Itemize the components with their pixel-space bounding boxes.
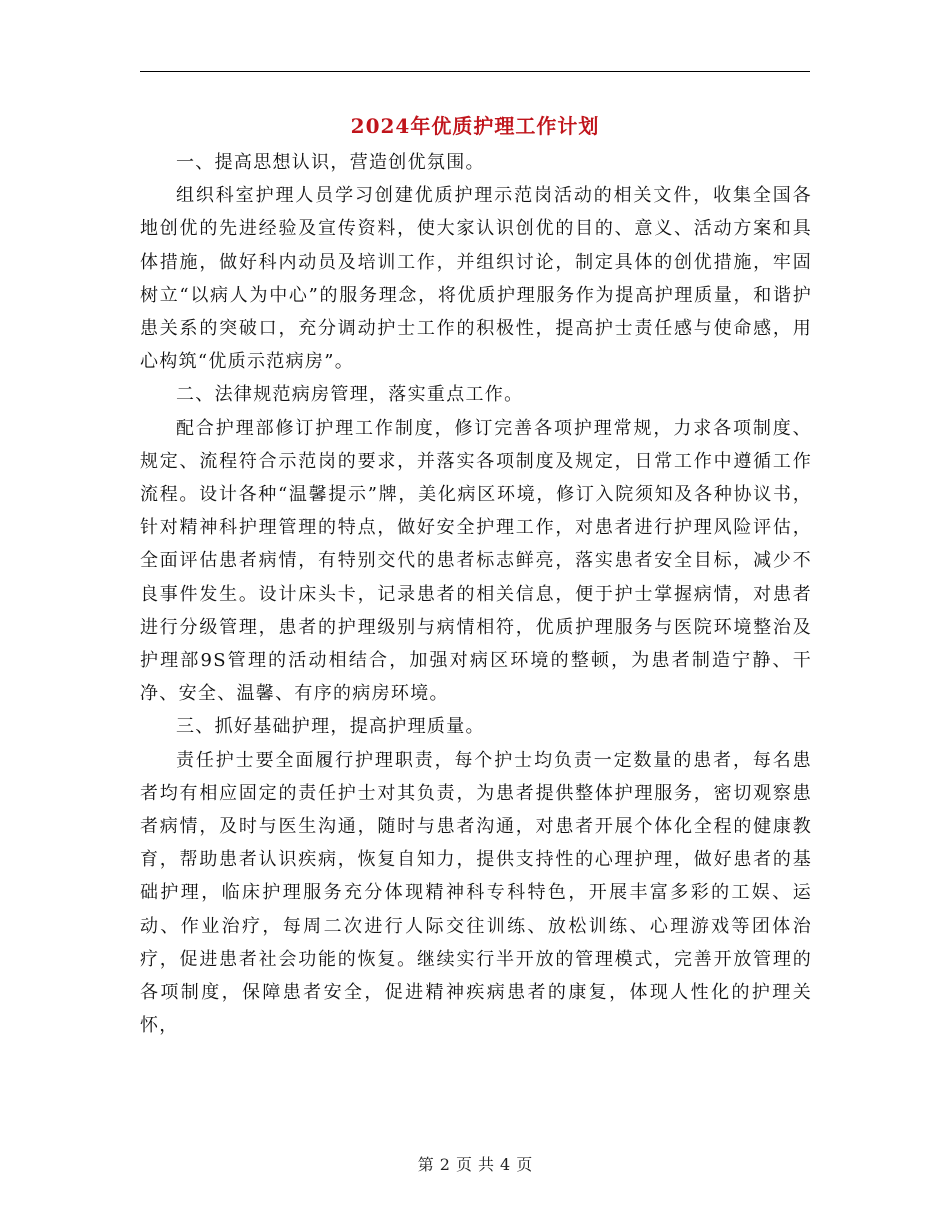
footer-total-pages: 4	[500, 1155, 511, 1174]
section-heading-1: 一、提高思想认识，营造创优氛围。	[176, 152, 485, 173]
section-heading-3: 三、抓好基础护理，提高护理质量。	[176, 716, 485, 738]
footer-total-label: 共	[478, 1155, 495, 1174]
section-heading-2: 二、法律规范病房管理，落实重点工作。	[176, 384, 524, 406]
body-paragraph-2: 配合护理部修订护理工作制度，修订完善各项护理常规，力求各项制度、规定、流程符合示范岗的要求，并落实各项制度及规定，日常工作中遵循工作流程。设计各种“温馨提示”牌，美化病区环境，修订入院须知及各种协议书，针对精神科护理管理的特点，做好安全护理工作，对患者进行护理风险评估，全面评估患者病情，有特别交代的患者标志鲜亮，落实患者安全目标，减少不良事件发生。设计床头卡，记录患者的相关信息，便于护士掌握病情，对患者进行分级管理，患者的护理级别与病情相符，优质护理服务与医院环境整治及护理部9S管理的活动相结合，加强对病区环境的整顿，为患者制造宁静、干净、安全、温馨、有序的病房环境。	[140, 417, 812, 705]
footer-total-unit: 页	[516, 1155, 533, 1174]
document-body	[140, 146, 812, 1042]
header-rule	[140, 71, 810, 72]
footer-page-unit: 页	[455, 1155, 472, 1174]
document-title: 2024年优质护理工作计划	[350, 114, 600, 138]
body-paragraph-3: 责任护士要全面履行护理职责，每个护士均负责一定数量的患者，每名患者均有相应固定的责任护士对其负责，为患者提供整体护理服务，密切观察患者病情，及时与医生沟通，随时与患者沟通，对患者开展个体化全程的健康教育，帮助患者认识疾病，恢复自知力，提供支持性的心理护理，做好患者的基础护理，临床护理服务充分体现精神科专科特色，开展丰富多彩的工娱、运动、作业治疗，每周二次进行人际交往训练、放松训练、心理游戏等团体治疗，促进患者社会功能的恢复。继续实行半开放的管理模式，完善开放管理的各项制度，保障患者安全，促进精神疾病患者的康复，体现人性化的护理关怀，	[140, 749, 812, 1037]
footer-current-page: 2	[439, 1155, 450, 1174]
footer-page-label: 第	[417, 1155, 434, 1174]
body-paragraph-1: 组织科室护理人员学习创建优质护理示范岗活动的相关文件，收集全国各地创优的先进经验及宣传资料，使大家认识创优的目的、意义、活动方案和具体措施，做好科内动员及培训工作，并组织讨论，制定具体的创优措施，牢固树立“以病人为中心”的服务理念，将优质护理服务作为提高护理质量，和谐护患关系的突破口，充分调动护士工作的积极性，提高护士责任感与使命感，用心构筑“优质示范病房”。	[140, 185, 812, 373]
page-footer	[0, 1152, 950, 1175]
